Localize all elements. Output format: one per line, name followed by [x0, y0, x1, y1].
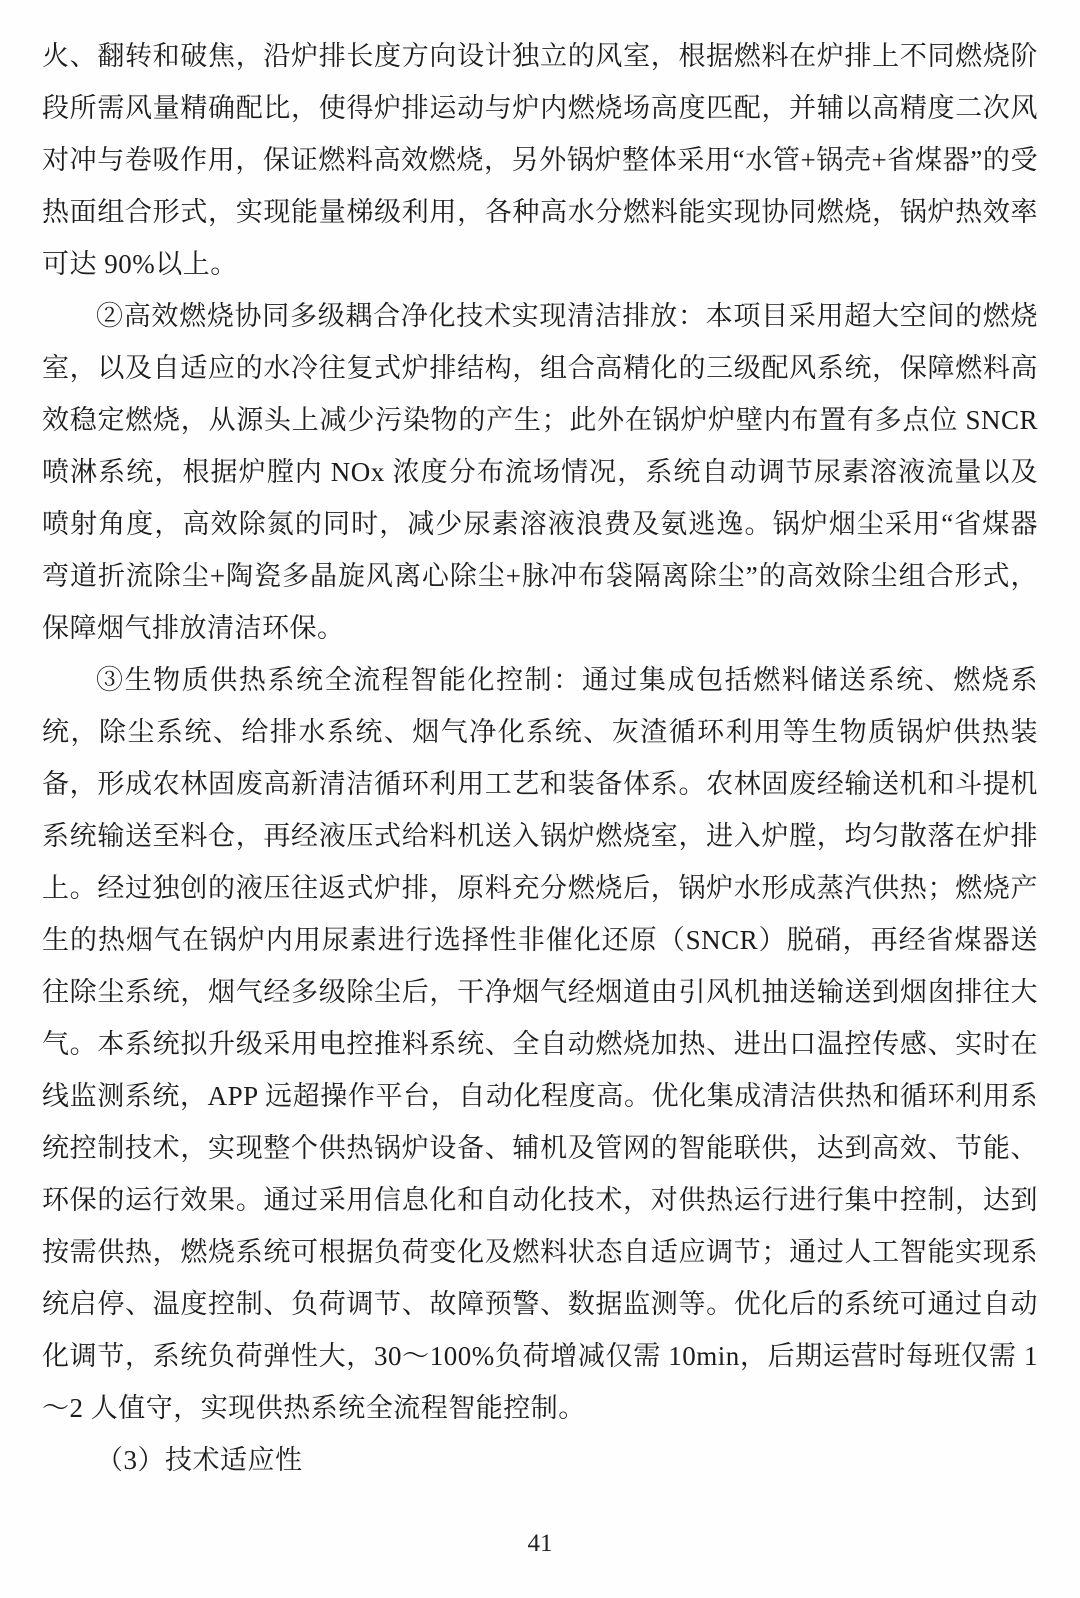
- paragraph-continuation: 火、翻转和破焦，沿炉排长度方向设计独立的风室，根据燃料在炉排上不同燃烧阶段所需风量精确配比，使得炉排运动与炉内燃烧场高度匹配，并辅以高精度二次风对冲与卷吸作用，保证燃料高效燃烧，另外锅炉整体采用“水管+锅壳+省煤器”的受热面组合形式，实现能量梯级利用，各种高水分燃料能实现协同燃烧，锅炉热效率可达 90%以上。: [42, 41, 1038, 279]
- paragraph-item-3-smart-control: ③生物质供热系统全流程智能化控制：通过集成包括燃料储送系统、燃烧系统，除尘系统、给排水系统、烟气净化系统、灰渣循环利用等生物质锅炉供热装备，形成农林固废高新清洁循环利用工艺和装备体系。农林固废经输送机和斗提机系统输送至料仓，再经液压式给料机送入锅炉燃烧室，进入炉膛，均匀散落在炉排上。经过独创的液压往返式炉排，原料充分燃烧后，锅炉水形成蒸汽供热；燃烧产生的热烟气在锅炉内用尿素进行选择性非催化还原（SNCR）脱硝，再经省煤器送往除尘系统，烟气经多级除尘后，干净烟气经烟道由引风机抽送输送到烟囱排往大气。本系统拟升级采用电控推料系统、全自动燃烧加热、进出口温控传感、实时在线监测系统，APP 远超操作平台，自动化程度高。优化集成清洁供热和循环利用系统控制技术，实现整个供热锅炉设备、辅机及管网的智能联供，达到高效、节能、环保的运行效果。通过采用信息化和自动化技术，对供热运行进行集中控制，达到按需供热，燃烧系统可根据负荷变化及燃料状态自适应调节；通过人工智能实现系统启停、温度控制、负荷调节、故障预警、数据监测等。优化后的系统可通过自动化调节，系统负荷弹性大，30～100%负荷增减仅需 10min，后期运营时每班仅需 1～2 人值守，实现供热系统全流程智能控制。: [42, 665, 1038, 1423]
- section-heading-tech-adaptability: （3）技术适应性: [96, 1445, 303, 1475]
- document-body: [42, 30, 1038, 1486]
- paragraph-item-2-clean-emission: ②高效燃烧协同多级耦合净化技术实现清洁排放：本项目采用超大空间的燃烧室，以及自适应的水冷往复式炉排结构，组合高精化的三级配风系统，保障燃料高效稳定燃烧，从源头上减少污染物的产生；此外在锅炉炉壁内布置有多点位 SNCR 喷淋系统，根据炉膛内 NOx 浓度分布流场情况，系统自动调节尿素溶液流量以及喷射角度，高效除氮的同时，减少尿素溶液浪费及氨逃逸。锅炉烟尘采用“省煤器弯道折流除尘+陶瓷多晶旋风离心除尘+脉冲布袋隔离除尘”的高效除尘组合形式，保障烟气排放清洁环保。: [42, 301, 1038, 643]
- page-number: 41: [527, 1530, 553, 1557]
